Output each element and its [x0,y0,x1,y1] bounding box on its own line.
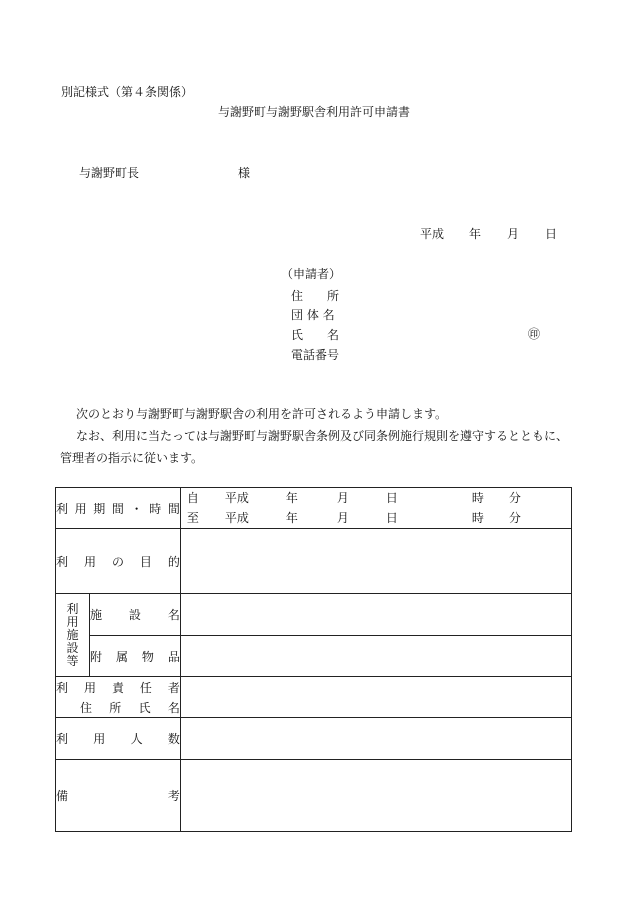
period-label-char: 期 [93,501,106,516]
row-count [56,718,572,760]
facility-items-char: 附 [89,649,102,664]
purpose-label-char: 利 [56,554,69,569]
period-label [56,488,181,529]
applicant-phone-label: 電話番号 [291,348,340,362]
date-month: 月 [507,227,520,241]
responsible-char: 任 [139,680,152,695]
period-from-era: 平成 [224,491,249,505]
facility-name-char: 設 [128,608,141,622]
facility-name-value[interactable] [180,594,571,636]
period-value[interactable] [180,488,571,529]
count-label [56,718,181,760]
count-label-char: 利 [56,732,69,746]
period-from [181,488,571,508]
purpose-label-char: 目 [139,554,152,569]
facility-group-char: 等 [66,653,79,668]
count-value[interactable] [180,718,571,760]
applicant-name-label: 氏 名 [291,328,340,342]
addressee: 与謝野町長 [79,166,140,180]
applicant-header: （申請者） [281,267,342,281]
application-form-table [55,487,572,832]
period-to-month: 月 [336,511,349,525]
form-reference: 別記様式（第４条関係） [61,85,194,99]
facility-group-char: 設 [66,640,79,655]
purpose-label-char: の [111,554,124,569]
period-from-hour: 時 [471,491,484,505]
row-facility-name [56,594,572,636]
row-responsible [56,677,572,718]
applicant-address-label: 住 所 [291,289,340,303]
purpose-label-char: 用 [83,554,96,569]
responsible-char: 者 [167,680,180,695]
facility-items-char: 属 [115,649,128,664]
document-title: 与謝野町与謝野駅舎利用許可申請書 [218,105,411,119]
remarks-label-char: 備 [56,789,69,803]
responsible-value[interactable] [180,677,571,718]
remarks-label [56,760,181,832]
facility-name-label [89,594,180,636]
body-line-1: 次のとおり与謝野町与謝野駅舎の利用を許可されるよう申請します。 [76,407,448,421]
remarks-label-char: 考 [167,789,180,803]
count-label-char: 用 [93,732,106,746]
period-label-char: 間 [167,501,180,516]
facility-group-char: 利 [66,601,79,616]
responsible-char: 責 [111,680,124,695]
row-period [56,488,572,529]
period-label-char: 時 [149,501,162,516]
responsible-char: 利 [56,680,69,695]
count-label-char: 数 [167,732,180,746]
body-line-3: 管理者の指示に従います。 [60,451,204,465]
period-to-era: 平成 [224,511,249,525]
responsible-address-char: 名 [167,700,180,715]
facility-group-label [56,594,90,677]
applicant-group-label: 団 体 名 [291,308,335,322]
period-to-day: 日 [385,511,398,525]
date-year: 年 [469,227,482,241]
row-facility-items [56,636,572,677]
responsible-address-char: 所 [109,700,122,715]
period-label-char: 間 [111,501,124,516]
period-to-prefix: 至 [186,511,199,525]
period-label-char: 用 [74,501,87,516]
facility-name-char: 名 [167,608,180,622]
facility-name-char: 施 [89,608,102,622]
responsible-address-char: 住 [80,700,93,715]
responsible-char: 用 [83,680,96,695]
row-purpose [56,529,572,594]
purpose-label-char: 的 [167,554,180,569]
period-from-month: 月 [336,491,349,505]
count-label-char: 人 [130,732,143,746]
facility-items-char: 物 [141,649,154,664]
period-to-hour: 時 [471,511,484,525]
date-era: 平成 [420,227,445,241]
facility-group-char: 施 [66,627,79,642]
facility-items-value[interactable] [180,636,571,677]
date-day: 日 [545,227,558,241]
remarks-value[interactable] [180,760,571,832]
row-remarks [56,760,572,832]
period-to [181,508,571,528]
honorific: 様 [238,166,251,180]
period-label-char: ・ [130,501,143,516]
facility-group-char: 用 [66,614,79,629]
period-to-year: 年 [285,511,298,525]
responsible-address-char: 氏 [138,700,151,715]
responsible-label [56,677,181,718]
facility-items-char: 品 [167,649,180,664]
period-to-minute: 分 [508,511,521,525]
period-from-year: 年 [285,491,298,505]
seal-mark-icon: ㊞ [528,327,541,341]
purpose-label [56,529,181,594]
body-line-2: なお、利用に当たっては与謝野町与謝野駅舎条例及び同条例施行規則を遵守するとともに、 [76,429,569,443]
period-from-prefix: 自 [186,491,199,505]
purpose-value[interactable] [180,529,571,594]
facility-items-label [89,636,180,677]
period-label-char: 利 [56,501,69,516]
period-from-minute: 分 [508,491,521,505]
period-from-day: 日 [385,491,398,505]
